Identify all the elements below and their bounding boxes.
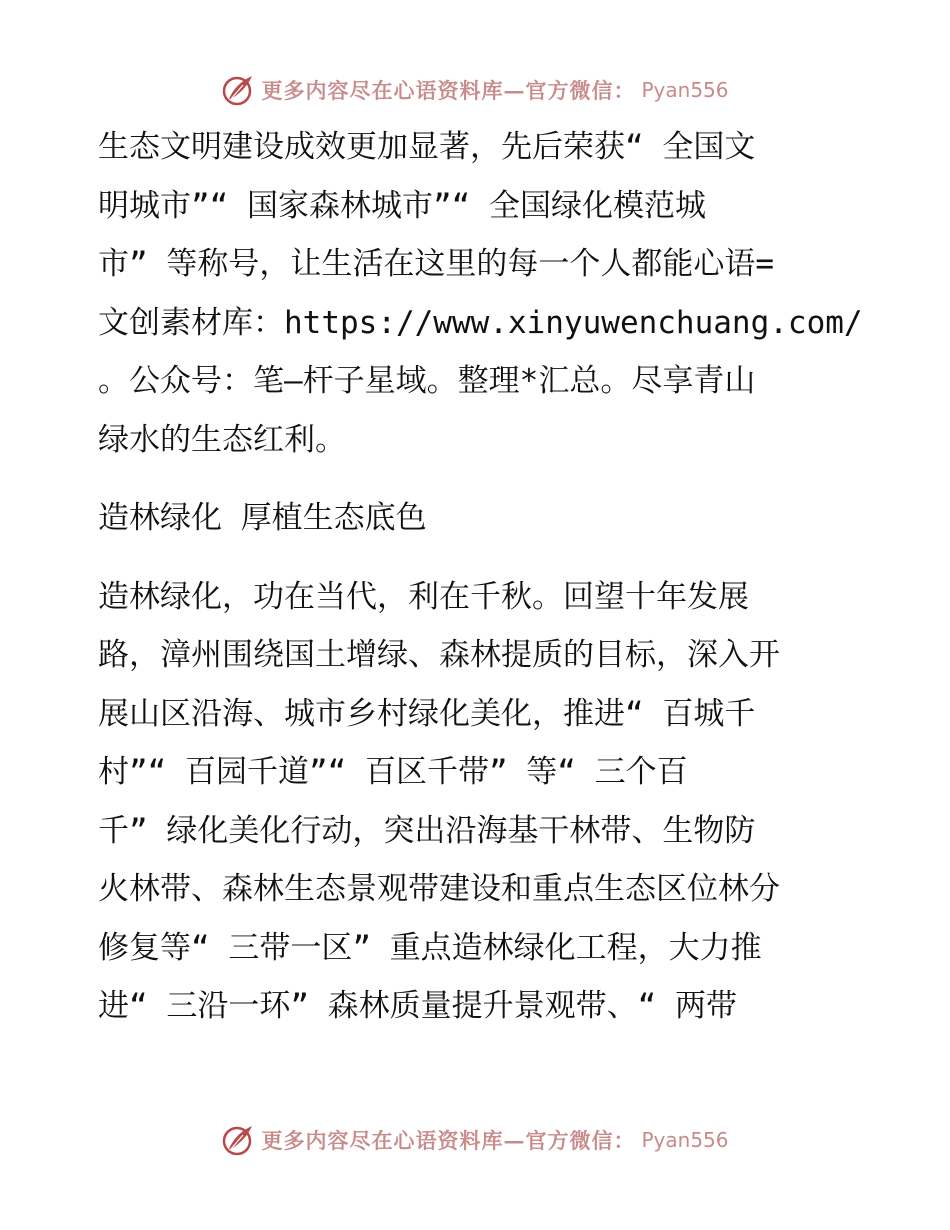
- feather-pen-logo-icon: [221, 73, 255, 107]
- paragraph-afforestation: [98, 568, 858, 1036]
- document-body: [98, 118, 863, 1036]
- text-line: 修复等“ 三带一区” 重点造林绿化工程，大力推: [98, 929, 762, 966]
- text-line: 展山区沿海、城市乡村绿化美化，推进“ 百城千: [98, 695, 756, 732]
- text-line: 进“ 三沿一环” 森林质量提升景观带、“ 两带: [98, 988, 737, 1024]
- heading-text: 造林绿化 厚植生态底色: [98, 500, 427, 536]
- text-line: 绿水的生态红利。: [98, 421, 346, 458]
- header-watermark-banner: [0, 70, 950, 110]
- text-line: 路，漳州围绕国土增绿、森林提质的目标，深入开: [98, 637, 780, 673]
- text-line: 市” 等称号，让生活在这里的每一个人都能心语=: [98, 246, 774, 282]
- watermark-text: 更多内容尽在心语资料库—官方微信：: [261, 1128, 636, 1153]
- text-line: 生态文明建设成效更加显著，先后荣获“ 全国文: [98, 129, 756, 165]
- text-line: 。公众号：笔—杆子星域。整理*汇总。尽享青山: [98, 363, 756, 399]
- watermark-text: 更多内容尽在心语资料库—官方微信：: [261, 78, 636, 103]
- text-line: 千” 绿化美化行动，突出沿海基干林带、生物防: [98, 812, 756, 849]
- watermark-wechat-id: Pyan556: [641, 1128, 729, 1152]
- text-line: 村”“ 百园千道”“ 百区千带” 等“ 三个百: [98, 754, 688, 790]
- paragraph-intro: [98, 118, 863, 469]
- footer-watermark-banner: [0, 1120, 950, 1160]
- text-line: 造林绿化，功在当代，利在千秋。回望十年发展: [98, 578, 749, 615]
- text-line: 明城市”“ 国家森林城市”“ 全国绿化模范城: [98, 187, 706, 224]
- watermark-wechat-id: Pyan556: [641, 78, 729, 102]
- text-line: 文创素材库：https://www.xinyuwenchuang.com/: [98, 304, 863, 341]
- text-line: 火林带、森林生态景观带建设和重点生态区位林分: [98, 871, 780, 907]
- section-heading: [98, 489, 858, 548]
- feather-pen-logo-icon: [221, 1123, 255, 1157]
